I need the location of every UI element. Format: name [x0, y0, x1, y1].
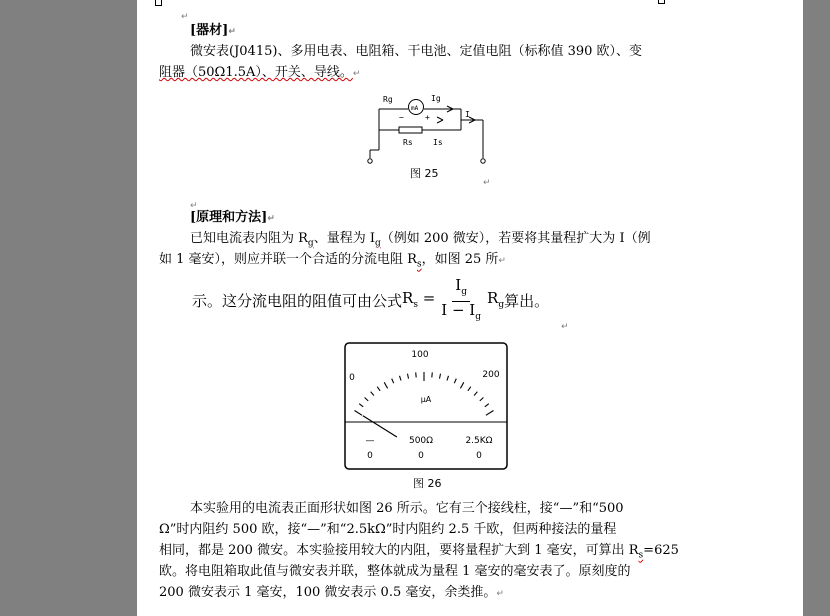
principle-line-2-sub: s — [416, 259, 422, 270]
paragraph-mark: ↵ — [483, 178, 491, 188]
paragraph-mark: ↵ — [561, 322, 569, 332]
principle-title-text: [原理和方法] — [190, 210, 268, 225]
terminal-label: 2.5KΩ — [465, 436, 493, 446]
formula-numerator — [452, 278, 470, 302]
figure-25-caption: 图 25 — [410, 167, 439, 180]
fig25-label-is: Is — [433, 138, 443, 147]
formula-den-sub: g — [475, 312, 482, 322]
scale-label-min: 0 — [349, 373, 355, 383]
terminal-value: 0 — [476, 451, 482, 461]
scale-tick — [432, 372, 433, 377]
fig25-label-plus: + — [425, 113, 430, 122]
paragraph-mark: ↵ — [496, 589, 504, 599]
paragraph-mark: ↵ — [498, 256, 506, 266]
formula-num-sub: g — [461, 287, 467, 297]
formula-rhs — [487, 290, 504, 314]
formula-den-symbol: I − I — [441, 301, 476, 319]
paragraph-mark: ↵ — [352, 69, 361, 79]
equipment-title-text: [器材] — [190, 23, 229, 38]
formula-suffix-text: 算出。 — [504, 292, 550, 310]
formula-num-symbol: I — [455, 276, 462, 294]
formula-denominator — [438, 302, 484, 325]
paragraph-mark: ↵ — [181, 12, 189, 22]
meter-line-3 — [159, 542, 679, 565]
meter-line-5-text: 200 微安表示 1 毫安，100 微安表示 0.5 毫安，余类推。 — [159, 585, 497, 600]
document-page — [137, 0, 803, 616]
terminal-label: — — [365, 436, 375, 446]
formula-fraction — [438, 278, 484, 325]
fig25-label-minus: − — [399, 113, 404, 122]
formula-equals: = — [417, 288, 436, 307]
principle-line-1b-sub: g — [374, 238, 381, 249]
principle-line-2-a: 如 1 毫安），则应并联一个合适的分流电阻 R — [159, 252, 417, 267]
meter-line-3-sub: s — [638, 550, 644, 561]
equipment-line-1: 微安表(J0415)、多用电表、电阻箱、干电池、定值电阻（标称值 390 欧）、变 — [190, 44, 643, 59]
principle-title — [190, 209, 275, 228]
selection-handle[interactable] — [155, 0, 162, 6]
equipment-line-2 — [159, 64, 360, 83]
formula-rhs-sub: g — [498, 299, 505, 310]
principle-line-1 — [190, 230, 651, 253]
selection-handle[interactable] — [658, 0, 665, 4]
fig25-label-ma: mA — [411, 105, 419, 112]
figure-26-meter — [344, 342, 508, 470]
principle-line-1-sub: g — [307, 238, 314, 249]
principle-line-2 — [159, 251, 506, 274]
fig25-label-rs: Rs — [403, 138, 413, 147]
paragraph-mark: ↵ — [228, 27, 236, 37]
scale-label-max: 200 — [482, 370, 500, 380]
terminal-value: 0 — [367, 451, 373, 461]
terminal-label: 500Ω — [408, 436, 434, 446]
formula-prefix-text: 示。这分流电阻的阻值可由公式 — [192, 292, 403, 310]
principle-formula-line — [192, 278, 549, 325]
meter-line-5 — [159, 584, 504, 603]
scale-tick — [416, 372, 417, 377]
equipment-line-2-text: 阻器（50Ω1.5A）、开关、导线。 — [159, 65, 353, 80]
principle-line-1-a: 已知电流表内阻为 R — [190, 231, 308, 246]
scale-unit: μA — [420, 395, 432, 404]
terminal-value: 0 — [418, 451, 424, 461]
fig25-label-rg: Rg — [383, 95, 393, 104]
formula-lhs-sub: s — [413, 299, 418, 310]
meter-line-2: Ω”时内阻约 500 欧，接“—”和“2.5kΩ”时内阻约 2.5 千欧，但两种接法的量程 — [159, 522, 617, 537]
formula-rhs-symbol: R — [487, 288, 499, 307]
meter-line-4: 欧。将电阻箱取此值与微安表并联，整体就成为量程 1 毫安的毫安表了。原刻度的 — [159, 564, 631, 579]
figure-26-caption: 图 26 — [413, 477, 442, 490]
principle-line-1-b: 、量程为 I — [313, 231, 375, 246]
equipment-title — [190, 22, 236, 41]
formula-lhs — [402, 290, 435, 314]
paragraph-mark: ↵ — [267, 214, 275, 224]
meter-line-3-a: 相同，都是 200 微安。本实验接用较大的内阻，要将量程扩大到 1 毫安，可算出 R — [159, 543, 639, 558]
principle-line-1-c: （例如 200 微安），若要将其量程扩大为 I（例 — [380, 231, 651, 246]
paragraph-mark: ↵ — [190, 201, 198, 211]
fig25-label-ig: Ig — [431, 94, 441, 103]
fig25-label-i: I — [465, 110, 470, 119]
formula-lhs-symbol: R — [402, 288, 414, 307]
meter-line-1: 本实验用的电流表正面形状如图 26 所示。它有三个接线柱，接“—”和“500 — [190, 501, 624, 516]
meter-line-3-b: =625 — [643, 543, 679, 558]
principle-line-2-b: ，如图 25 所 — [421, 252, 499, 267]
scale-label-mid: 100 — [411, 350, 429, 360]
